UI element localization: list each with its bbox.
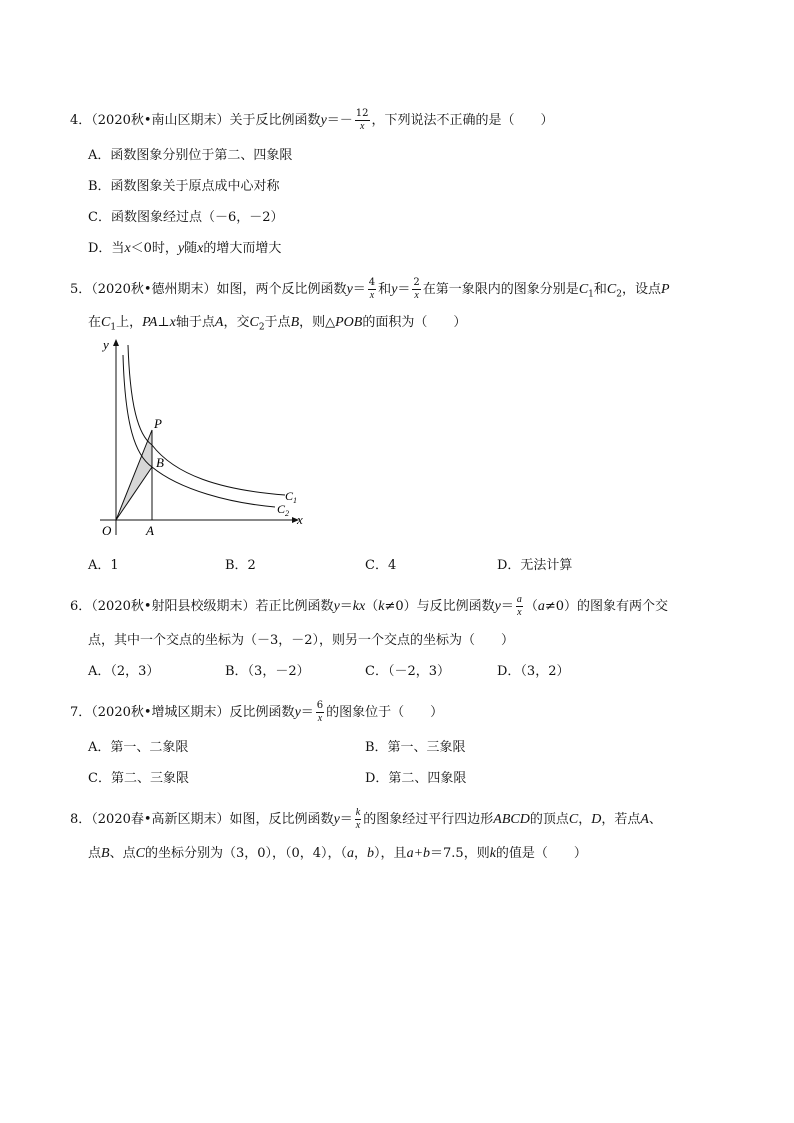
q6-option-d[interactable]: D．（3，2） bbox=[497, 664, 570, 679]
q6-f-den: x bbox=[517, 607, 522, 618]
q8-f-den: x bbox=[355, 820, 361, 831]
q4-d-text4: 的增大而增大 bbox=[203, 241, 282, 256]
q8-text3: 的顶点 bbox=[529, 812, 569, 827]
label-c2 bbox=[277, 502, 289, 518]
q4-d-var-x2: x bbox=[197, 241, 204, 256]
q8-comma: ， bbox=[578, 812, 592, 827]
q5-a: A bbox=[214, 315, 224, 330]
q8-l2-text3: 的坐标分别为（3，0），（0，4），（ bbox=[144, 846, 348, 861]
q5-b: B bbox=[290, 315, 300, 330]
q5-pob: POB bbox=[335, 315, 363, 330]
q5-c2-sub: 2 bbox=[616, 289, 622, 300]
q8-number: 8． bbox=[70, 812, 92, 827]
q4-stem bbox=[70, 108, 554, 133]
q8-d: D bbox=[591, 812, 602, 827]
q6-option-b[interactable]: B．（3，－2） bbox=[225, 664, 310, 679]
q4-d-text: D．当 bbox=[88, 241, 125, 256]
q7-stem bbox=[70, 700, 443, 725]
q8-b: B bbox=[101, 846, 110, 861]
q5-l2-text5: 于点 bbox=[264, 315, 291, 330]
q5-p: P bbox=[661, 282, 670, 297]
label-x: x bbox=[297, 512, 303, 527]
q6-stem-line1 bbox=[70, 594, 668, 619]
label-c2-sub: 2 bbox=[285, 509, 290, 518]
q4-eq: ＝－ bbox=[326, 113, 353, 128]
q5-c1-sub: 1 bbox=[588, 289, 594, 300]
q8-l2-text5: ），且 bbox=[374, 846, 407, 861]
q7-option-d[interactable]: D．第二、四象限 bbox=[365, 771, 467, 786]
q4-frac-num: 12 bbox=[355, 108, 369, 119]
q6-source: （2020秋•射阳县校级期末） bbox=[91, 599, 256, 614]
q6-text3: ≠0）的图象有两个交 bbox=[544, 599, 669, 614]
q8-l2-text6: ＝7.5，则 bbox=[430, 846, 490, 861]
q4-d-text3: 随 bbox=[184, 241, 198, 256]
q5-c1: C bbox=[578, 282, 589, 297]
q5-x: x bbox=[169, 315, 176, 330]
q5-l2-c1: C bbox=[101, 315, 111, 330]
q8-var: y bbox=[333, 812, 340, 827]
q7-f-num: 6 bbox=[316, 700, 324, 711]
q8-stem-line1 bbox=[70, 807, 662, 832]
q5-l2-text6: ，则△ bbox=[299, 315, 336, 330]
q6-var-y: y bbox=[333, 599, 340, 614]
q7-eq: ＝ bbox=[300, 705, 314, 720]
q8-f-num: k bbox=[355, 807, 361, 818]
q6-stem-line2: 点，其中一个交点的坐标为（－3，－2），则另一个交点的坐标为（ ） bbox=[88, 633, 515, 648]
q6-option-a[interactable]: A．（2，3） bbox=[88, 664, 160, 679]
q8-c: C bbox=[568, 812, 579, 827]
q6-k: k bbox=[378, 599, 385, 614]
q4-option-a[interactable]: A．函数图象分别位于第二、四象限 bbox=[88, 148, 293, 163]
q6-a: a bbox=[537, 599, 545, 614]
q5-l2-c1-sub: 1 bbox=[110, 322, 117, 333]
q5-option-a[interactable]: A．1 bbox=[88, 558, 119, 573]
q4-fraction bbox=[355, 108, 370, 133]
label-c1 bbox=[285, 489, 297, 505]
q5-text2: 在第一象限内的图象分别是 bbox=[422, 282, 579, 297]
q7-option-c[interactable]: C．第二、三象限 bbox=[88, 771, 189, 786]
q5-f1-den: x bbox=[369, 290, 375, 301]
q5-eq: ＝ bbox=[352, 282, 366, 297]
curve-c2 bbox=[123, 355, 275, 507]
q5-eq2: ＝ bbox=[397, 282, 411, 297]
q4-d-var-x: x bbox=[124, 241, 131, 256]
q8-eq: ＝ bbox=[339, 812, 353, 827]
q7-f-den: x bbox=[317, 713, 323, 724]
q8-text2: 的图象经过平行四边形 bbox=[363, 812, 494, 827]
label-c2-main: C bbox=[277, 502, 286, 516]
q5-f2-den: x bbox=[414, 290, 419, 301]
q8-text4: ，若点 bbox=[601, 812, 641, 827]
q4-d-text2: ＜0时， bbox=[130, 241, 178, 256]
q4-option-b[interactable]: B．函数图象关于原点成中心对称 bbox=[88, 179, 280, 194]
label-c1-sub: 1 bbox=[293, 496, 298, 505]
q8-source: （2020春•高新区期末） bbox=[91, 812, 230, 827]
q4-option-c[interactable]: C．函数图象经过点（－6，－2） bbox=[88, 210, 284, 225]
q5-l2-text2: 上， bbox=[116, 315, 143, 330]
q7-var: y bbox=[294, 705, 301, 720]
q5-pa: PA bbox=[142, 315, 158, 330]
q5-c2: C bbox=[606, 282, 617, 297]
q4-var: y bbox=[320, 113, 327, 128]
q7-option-a[interactable]: A．第一、二象限 bbox=[88, 740, 189, 755]
q6-var-y2: y bbox=[494, 599, 501, 614]
q5-source: （2020秋•德州期末） bbox=[91, 282, 217, 297]
q7-number: 7． bbox=[70, 705, 92, 720]
q5-l2-text: 在 bbox=[88, 315, 102, 330]
label-c1-main: C bbox=[285, 489, 294, 503]
q8-l2-text2: 、点 bbox=[109, 846, 136, 861]
q5-var: y bbox=[346, 282, 353, 297]
q5-stem-line1 bbox=[70, 277, 670, 305]
q8-vb: b bbox=[367, 846, 375, 861]
q8-abcd: ABCD bbox=[493, 812, 530, 827]
q5-fraction-2 bbox=[412, 277, 420, 302]
q5-f1-num: 4 bbox=[368, 277, 376, 288]
q8-text5: 、 bbox=[648, 812, 662, 827]
q7-text-end: 的图象位于（ ） bbox=[326, 705, 444, 720]
q7-fraction bbox=[316, 700, 324, 725]
q6-text: 若正比例函数 bbox=[255, 599, 334, 614]
q5-fraction-1 bbox=[368, 277, 376, 302]
q6-fraction bbox=[516, 594, 523, 619]
q6-eq: ＝ bbox=[339, 599, 353, 614]
q4-option-d[interactable] bbox=[88, 239, 281, 259]
label-b: B bbox=[156, 455, 164, 470]
q7-option-b[interactable]: B．第一、三象限 bbox=[365, 740, 466, 755]
y-axis-arrow bbox=[113, 339, 119, 346]
q4-text-end: ，下列说法不正确的是（ ） bbox=[371, 113, 554, 128]
q8-va: a bbox=[347, 846, 355, 861]
q5-he: 和 bbox=[593, 282, 607, 297]
q6-paren: （ bbox=[365, 599, 379, 614]
triangle-pob bbox=[116, 430, 152, 520]
q5-and: 和 bbox=[378, 282, 392, 297]
q5-option-c[interactable]: C．4 bbox=[365, 558, 397, 573]
q5-perp: ⊥ bbox=[157, 315, 170, 330]
q5-l2-text7: 的面积为（ ） bbox=[362, 315, 467, 330]
q6-kx: kx bbox=[352, 599, 366, 614]
label-p: P bbox=[154, 416, 162, 431]
q5-number: 5． bbox=[70, 282, 92, 297]
q8-fraction bbox=[355, 807, 361, 832]
q5-l2-text3: 轴于点 bbox=[175, 315, 215, 330]
q8-text: 如图，反比例函数 bbox=[229, 812, 334, 827]
label-o: O bbox=[102, 523, 112, 538]
q5-var2: y bbox=[391, 282, 398, 297]
q8-stem-line2 bbox=[88, 844, 587, 864]
q8-ab: a+b bbox=[406, 846, 431, 861]
q5-l2-c2: C bbox=[249, 315, 259, 330]
q5-text3: ，设点 bbox=[621, 282, 661, 297]
q4-d-var-y: y bbox=[177, 241, 185, 256]
label-a: A bbox=[146, 523, 154, 538]
q6-number: 6． bbox=[70, 599, 92, 614]
q5-option-b[interactable]: B．2 bbox=[225, 558, 256, 573]
q7-source: （2020秋•增城区期末） bbox=[91, 705, 230, 720]
q5-figure bbox=[90, 335, 320, 545]
q8-c2: C bbox=[135, 846, 145, 861]
q6-paren2: （ bbox=[524, 599, 538, 614]
q5-l2-c2-sub: 2 bbox=[258, 322, 265, 333]
q8-a: A bbox=[640, 812, 649, 827]
q5-stem-line2 bbox=[88, 313, 466, 338]
q6-f-num: a bbox=[516, 594, 522, 605]
q5-f2-num: 2 bbox=[413, 277, 420, 288]
q8-l2-text4: ， bbox=[354, 846, 368, 861]
q8-k: k bbox=[489, 846, 496, 861]
q4-frac-den: x bbox=[359, 121, 365, 132]
q8-l2-text7: 的值是（ ） bbox=[495, 846, 587, 861]
q6-text2: ≠0）与反比例函数 bbox=[384, 599, 495, 614]
q5-text: 如图，两个反比例函数 bbox=[216, 282, 347, 297]
q5-option-d[interactable]: D．无法计算 bbox=[497, 558, 573, 573]
q7-text: 反比例函数 bbox=[229, 705, 295, 720]
q6-eq2: ＝ bbox=[500, 599, 514, 614]
q8-l2-text: 点 bbox=[88, 846, 102, 861]
label-y: y bbox=[103, 337, 109, 352]
q5-l2-text4: ，交 bbox=[223, 315, 250, 330]
q4-number: 4． bbox=[70, 113, 92, 128]
q4-source: （2020秋•南山区期末） bbox=[91, 113, 230, 128]
q4-text: 关于反比例函数 bbox=[229, 113, 321, 128]
q6-option-c[interactable]: C．（－2，3） bbox=[365, 664, 450, 679]
